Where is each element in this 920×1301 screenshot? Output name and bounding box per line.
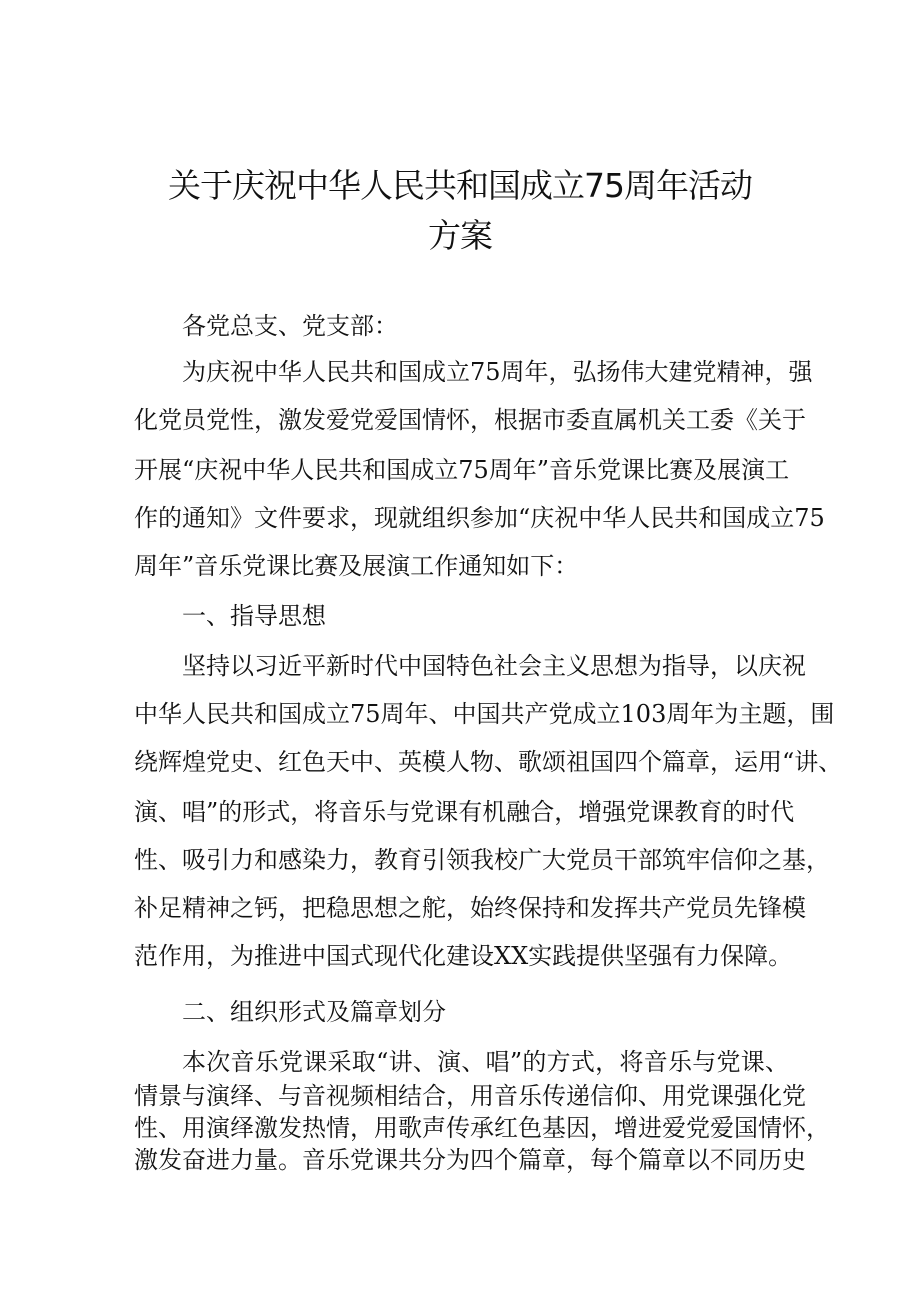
section-2-line-4: 激发奋进力量。音乐党课共分为四个篇章，每个篇章以不同历史 [134, 1146, 806, 1174]
section-1-line-2: 中华人民共和国成立75周年、中国共产党成立103周年为主题，围 [134, 700, 835, 728]
section-1-line-3: 绕辉煌党史、红色天中、英模人物、歌颂祖国四个篇章，运用“讲、 [134, 748, 843, 776]
section-2-line-2: 情景与演绎、与音视频相结合，用音乐传递信仰、用党课强化党 [134, 1082, 806, 1110]
section-1-heading: 一、指导思想 [182, 602, 326, 630]
section-1-line-5: 性、吸引力和感染力，教育引领我校广大党员干部筑牢信仰之基， [134, 846, 830, 874]
section-2-line-3: 性、用演绎激发热情，用歌声传承红色基因，增进爱党爱国情怀， [134, 1114, 830, 1142]
salutation: 各党总支、党支部： [182, 312, 398, 340]
document-title-line-2: 方案 [428, 216, 492, 255]
intro-line-3: 开展“庆祝中华人民共和国成立75周年”音乐党课比赛及展演工 [134, 456, 790, 484]
section-2-line-1: 本次音乐党课采取“讲、演、唱”的方式，将音乐与党课、 [182, 1048, 789, 1076]
intro-line-5: 周年”音乐党课比赛及展演工作通知如下： [134, 552, 579, 580]
section-1-line-7: 范作用，为推进中国式现代化建设XX实践提供坚强有力保障。 [134, 942, 793, 970]
section-2-heading: 二、组织形式及篇章划分 [182, 998, 446, 1026]
intro-line-2: 化党员党性，激发爱党爱国情怀，根据市委直属机关工委《关于 [134, 406, 806, 434]
intro-line-4: 作的通知》文件要求，现就组织参加“庆祝中华人民共和国成立75 [134, 504, 825, 532]
intro-line-1: 为庆祝中华人民共和国成立75周年，弘扬伟大建党精神，强 [182, 358, 813, 386]
document-title-line-1: 关于庆祝中华人民共和国成立75周年活动 [168, 166, 752, 205]
section-1-line-6: 补足精神之钙，把稳思想之舵，始终保持和发挥共产党员先锋模 [134, 894, 806, 922]
section-1-line-4: 演、唱”的形式，将音乐与党课有机融合，增强党课教育的时代 [134, 798, 795, 826]
section-1-line-1: 坚持以习近平新时代中国特色社会主义思想为指导，以庆祝 [182, 652, 806, 680]
